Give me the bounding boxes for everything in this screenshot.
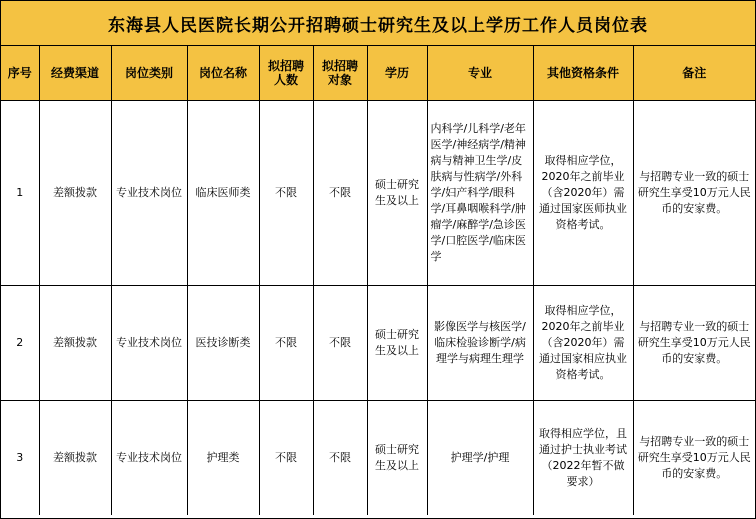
cell-major: 护理学/护理: [427, 401, 533, 516]
header-funding: 经费渠道: [39, 46, 111, 101]
cell-count: 不限: [259, 101, 313, 286]
cell-qualification: 取得相应学位，2020年之前毕业（含2020年）需通过国家医师执业资格考试。: [533, 101, 633, 286]
cell-qualification: 取得相应学位，且通过护士执业考试（2022年暂不做要求）: [533, 401, 633, 516]
cell-position: 临床医师类: [187, 101, 259, 286]
header-major: 专业: [427, 46, 533, 101]
header-education: 学历: [367, 46, 427, 101]
cell-education: 硕士研究生及以上: [367, 101, 427, 286]
cell-target: 不限: [313, 101, 367, 286]
cell-category: 专业技术岗位: [111, 401, 187, 516]
positions-table: [1, 46, 755, 515]
header-qualification: 其他资格条件: [533, 46, 633, 101]
cell-target: 不限: [313, 401, 367, 516]
cell-category: 专业技术岗位: [111, 101, 187, 286]
cell-no: 2: [1, 286, 39, 401]
cell-remark: 与招聘专业一致的硕士研究生享受10万元人民币的安家费。: [633, 101, 755, 286]
cell-funding: 差额拨款: [39, 401, 111, 516]
table-row: [1, 101, 755, 286]
cell-no: 3: [1, 401, 39, 516]
header-position: 岗位名称: [187, 46, 259, 101]
cell-education: 硕士研究生及以上: [367, 401, 427, 516]
cell-funding: 差额拨款: [39, 101, 111, 286]
header-count: 拟招聘人数: [259, 46, 313, 101]
cell-category: 专业技术岗位: [111, 286, 187, 401]
table-row: [1, 286, 755, 401]
table-row: [1, 401, 755, 516]
cell-education: 硕士研究生及以上: [367, 286, 427, 401]
cell-no: 1: [1, 101, 39, 286]
header-target: 拟招聘对象: [313, 46, 367, 101]
header-row: [1, 46, 755, 101]
cell-remark: 与招聘专业一致的硕士研究生享受10万元人民币的安家费。: [633, 401, 755, 516]
cell-remark: 与招聘专业一致的硕士研究生享受10万元人民币的安家费。: [633, 286, 755, 401]
cell-funding: 差额拨款: [39, 286, 111, 401]
cell-target: 不限: [313, 286, 367, 401]
cell-count: 不限: [259, 286, 313, 401]
header-remark: 备注: [633, 46, 755, 101]
header-category: 岗位类别: [111, 46, 187, 101]
cell-count: 不限: [259, 401, 313, 516]
cell-qualification: 取得相应学位，2020年之前毕业（含2020年）需通过国家相应执业资格考试。: [533, 286, 633, 401]
table-title: 东海县人民医院长期公开招聘硕士研究生及以上学历工作人员岗位表: [1, 1, 755, 46]
cell-position: 护理类: [187, 401, 259, 516]
cell-major: 影像医学与核医学/临床检验诊断学/病理学与病理生理学: [427, 286, 533, 401]
header-no: 序号: [1, 46, 39, 101]
cell-position: 医技诊断类: [187, 286, 259, 401]
cell-major: 内科学/儿科学/老年医学/神经病学/精神病与精神卫生学/皮肤病与性病学/外科学/妇产科学/眼科学/耳鼻咽喉科学/肿瘤学/麻醉学/急诊医学/口腔医学/临床医学: [427, 101, 533, 286]
